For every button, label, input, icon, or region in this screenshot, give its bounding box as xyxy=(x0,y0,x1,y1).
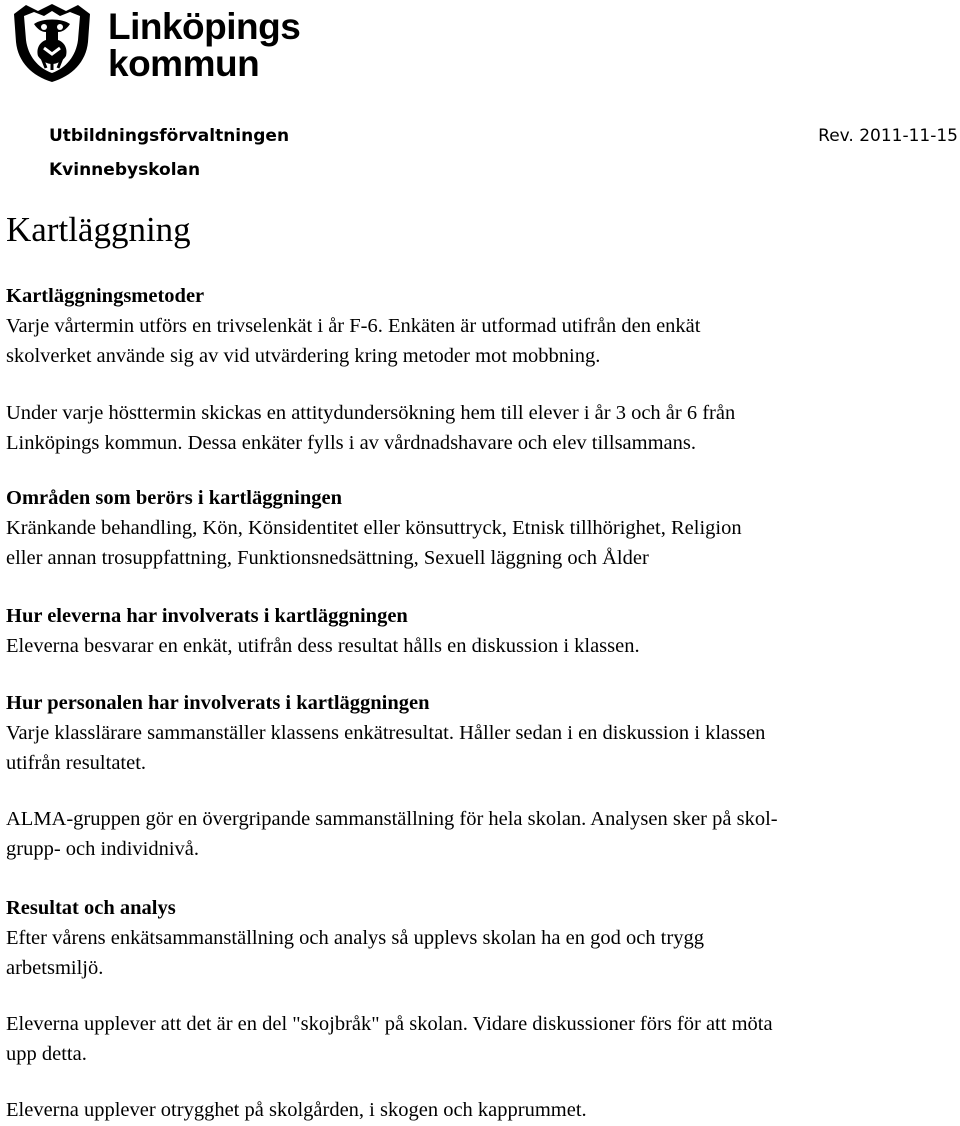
section-heading: Kartläggningsmetoder xyxy=(6,285,205,307)
section-resultat-paragraph-2 xyxy=(6,1009,956,1069)
paragraph-line: skolverket använde sig av vid utvärdering kring metoder mot mobbning. xyxy=(6,345,601,367)
paragraph-line: Kränkande behandling, Kön, Könsidentitet eller könsuttryck, Etnisk tillhörighet, Religion xyxy=(6,517,742,539)
section-heading: Hur eleverna har involverats i kartläggningen xyxy=(6,605,408,627)
paragraph-line: Linköpings kommun. Dessa enkäter fylls i av vårdnadshavare och elev tillsammans. xyxy=(6,432,696,454)
page-title: Kartläggning xyxy=(6,210,191,249)
logo-wordmark xyxy=(108,8,300,82)
section-metoder-paragraph-2 xyxy=(6,398,956,458)
paragraph-line: Varje klasslärare sammanställer klassens enkätresultat. Håller sedan i en diskussion i klassen xyxy=(6,722,766,744)
section-heading: Områden som berörs i kartläggningen xyxy=(6,487,342,509)
header-department: Utbildningsförvaltningen xyxy=(49,126,290,146)
paragraph-line: ALMA-gruppen gör en övergripande sammanställning för hela skolan. Analysen sker på skol- xyxy=(6,808,778,830)
paragraph-line: eller annan trosuppfattning, Funktionsnedsättning, Sexuell läggning och Ålder xyxy=(6,547,649,569)
paragraph-line: arbetsmiljö. xyxy=(6,957,104,979)
paragraph-line: upp detta. xyxy=(6,1043,87,1065)
section-resultat-paragraph-3 xyxy=(6,1095,956,1125)
paragraph-line: grupp- och individnivå. xyxy=(6,838,200,860)
paragraph-line: Efter vårens enkätsammanställning och analys så upplevs skolan ha en god och trygg xyxy=(6,927,704,949)
section-personal xyxy=(6,688,956,778)
section-metoder xyxy=(6,281,956,371)
section-omraden xyxy=(6,483,956,573)
logo-line-2: kommun xyxy=(108,43,260,84)
section-elever xyxy=(6,601,956,661)
paragraph-line: Eleverna besvarar en enkät, utifrån dess resultat hålls en diskussion i klassen. xyxy=(6,635,640,657)
paragraph-line: Eleverna upplever att det är en del "skojbråk" på skolan. Vidare diskussioner förs för att möta xyxy=(6,1013,773,1035)
logo-line-1: Linköpings xyxy=(108,6,301,47)
section-personal-paragraph-2 xyxy=(6,804,956,864)
header-school: Kvinnebyskolan xyxy=(49,160,201,180)
section-heading: Hur personalen har involverats i kartläggningen xyxy=(6,692,430,714)
paragraph-line: Eleverna upplever otrygghet på skolgården, i skogen och kapprummet. xyxy=(6,1099,587,1121)
paragraph-line: Under varje hösttermin skickas en attitydundersökning hem till elever i år 3 och år 6 från xyxy=(6,402,736,424)
header-revision: Rev. 2011-11-15 xyxy=(818,126,958,146)
paragraph-line: Varje vårtermin utförs en trivselenkät i år F-6. Enkäten är utformad utifrån den enkät xyxy=(6,315,701,337)
linkopings-kommun-logo xyxy=(4,2,314,84)
lion-crest-icon xyxy=(4,2,100,84)
section-resultat xyxy=(6,893,956,983)
paragraph-line: utifrån resultatet. xyxy=(6,752,147,774)
section-heading: Resultat och analys xyxy=(6,897,176,919)
